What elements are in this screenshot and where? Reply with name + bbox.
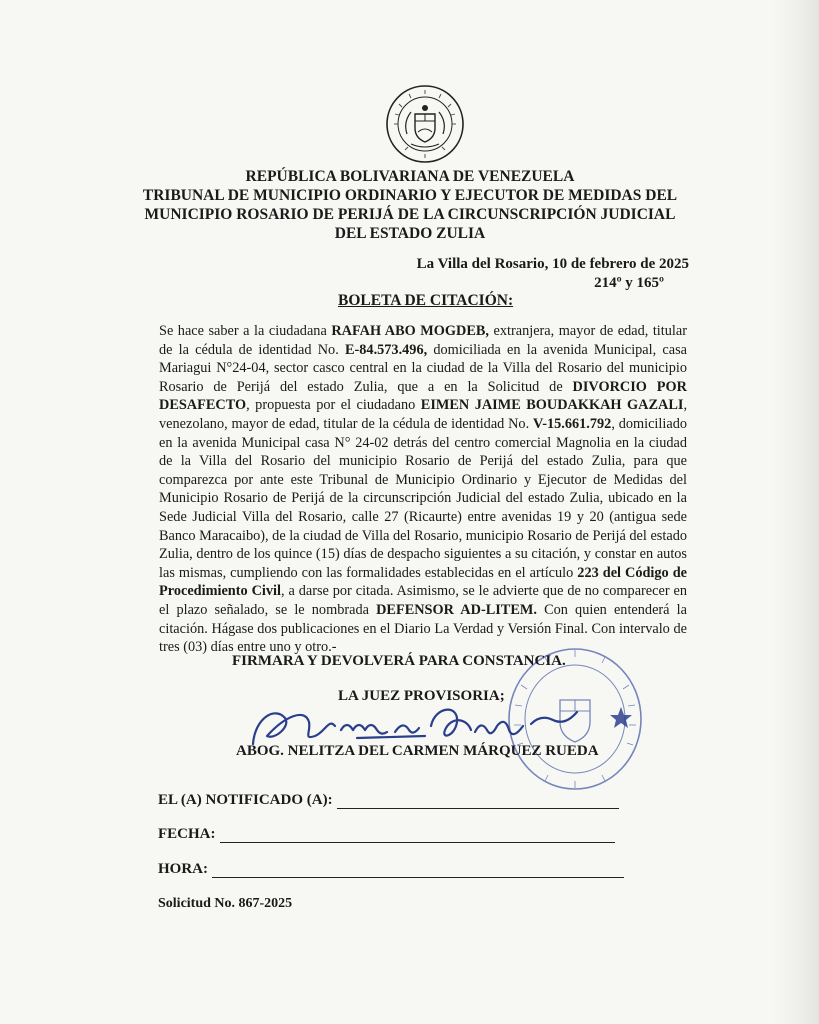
petitioner-id: V-15.661.792	[532, 415, 612, 432]
petitioner-name: EIMEN JAIME BOUDAKKAH GAZALI	[420, 397, 684, 414]
body-text-3: domiciliada en la avenida Municipal, casa Mariagui N°24-04, sector casco central en la ciudad de la Villa del Rosario del municipio Rosario de Perijá del estado Zulia, que a en la Solicitud de	[159, 341, 687, 395]
hora-field	[158, 861, 624, 878]
fecha-field	[158, 826, 615, 843]
judge-name: ABOG. NELITZA DEL CARMEN MÁRQUEZ RUEDA	[236, 743, 599, 759]
body-text-2: extranjera, mayor de edad, titular de la cédula de identidad No.	[159, 323, 687, 358]
body-text-6: , domiciliado en la avenida Municipal casa N° 24-02 detrás del centro comercial Magnolia en la ciudad de la Villa del Rosario del municipio Rosario de Perijá del estado Zulia, para que comparezca por ante este Tribunal de Municipio Ordinario y Ejecutor de Medidas del Municipio Rosario de Perijá de la circunscripción Judicial del estado Zulia, ubicado en la Sede Judicial Villa del Rosario, calle 27 (Ricaurte) entre avenidas 19 y 20 (antigua sede Banco Maracaibo), de la ciudad de Villa del Rosario, municipio Rosario de Perijá del estado Zulia, dentro de los quince (15) días de despacho siguientes a su citación, y constar en autos las mismas, cumpliendo con las formalidades establecidas en el artículo	[159, 415, 687, 581]
sign-return-instruction: FIRMARA Y DEVOLVERÁ PARA CONSTANCIA.	[232, 653, 566, 669]
body-text-4: , propuesta por el ciudadano	[246, 397, 421, 414]
hora-blank-line[interactable]	[212, 863, 624, 878]
solicitud-number: Solicitud No. 867-2025	[158, 896, 293, 911]
heading-line-3: MUNICIPIO ROSARIO DE PERIJÁ DE LA CIRCUNSCRIPCIÓN JUDICIAL	[144, 206, 676, 223]
legal-article: 223 del Código de Procedimiento Civil	[159, 564, 687, 600]
years-line: 214º y 165º	[594, 275, 664, 291]
heading-line-2: TRIBUNAL DE MUNICIPIO ORDINARIO Y EJECUTOR DE MEDIDAS DEL	[142, 187, 678, 204]
body-paragraph	[159, 322, 687, 657]
citee-id: E-84.573.496,	[344, 341, 428, 358]
fecha-blank-line[interactable]	[220, 828, 615, 843]
document-title: BOLETA DE CITACIÓN:	[338, 292, 514, 309]
case-type: DIVORCIO POR DESAFECTO	[159, 378, 687, 414]
heading-line-4: DEL ESTADO ZULIA	[334, 225, 486, 242]
notificado-label: EL (A) NOTIFICADO (A):	[158, 792, 333, 808]
court-heading	[120, 167, 700, 243]
page-edge-shadow	[771, 0, 819, 1024]
notificado-blank-line[interactable]	[337, 794, 619, 809]
defensor-ad-litem: DEFENSOR AD-LITEM.	[376, 601, 537, 618]
body-text-8: Con quien entenderá la citación. Hágase dos publicaciones en el Diario La Verdad y Versión Final. Con intervalo de tres (03) días entre uno y otro.-	[159, 601, 687, 656]
citee-name: RAFAH ABO MOGDEB,	[331, 323, 489, 339]
body-text-7: , a darse por citada. Asimismo, se le advierte que de no comparecer en el plazo señalado, se le nombrada	[159, 583, 687, 618]
body-text-1: Se hace saber a la ciudadana	[159, 323, 332, 339]
court-seal-icon	[385, 84, 465, 164]
place-date: La Villa del Rosario, 10 de febrero de 2025	[416, 256, 689, 272]
notificado-field	[158, 792, 619, 809]
date-block	[289, 255, 689, 293]
heading-line-1: REPÚBLICA BOLIVARIANA DE VENEZUELA	[245, 168, 575, 185]
hora-label: HORA:	[158, 861, 208, 877]
judge-title: LA JUEZ PROVISORIA;	[338, 688, 505, 704]
fecha-label: FECHA:	[158, 826, 216, 842]
body-text-5: , venezolano, mayor de edad, titular de la cédula de identidad No.	[159, 397, 688, 432]
